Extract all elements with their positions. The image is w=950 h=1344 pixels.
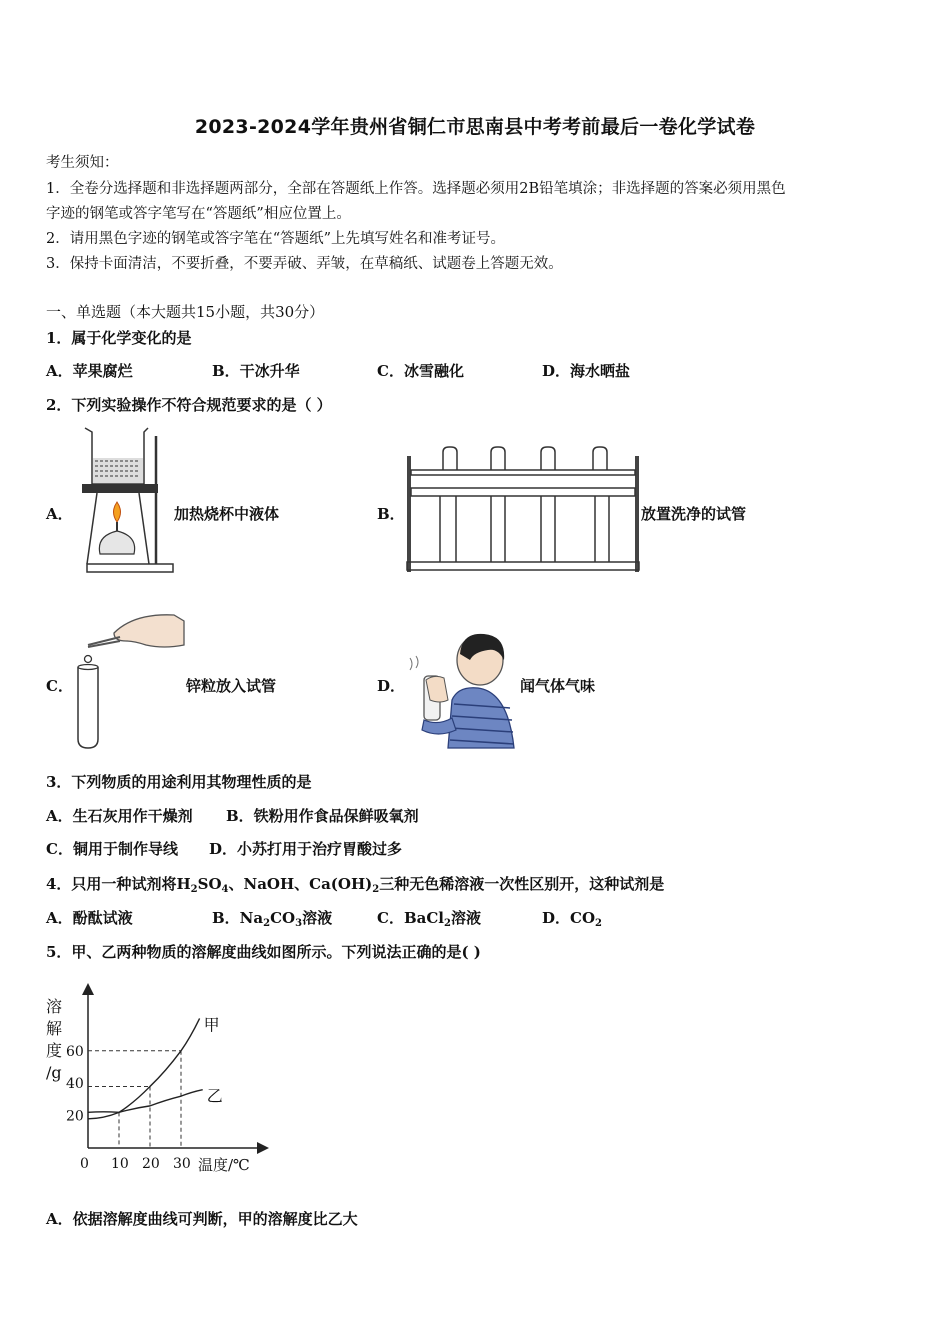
q2-option-d-letter: D． — [377, 677, 406, 695]
q3-option-a: A．生石灰用作干燥剂 — [46, 807, 193, 825]
series-label-0: 甲 — [203, 1015, 220, 1035]
notice-line-3: 3．保持卡面清洁，不要折叠，不要弄破、弄皱，在草稿纸、试题卷上答题无效。 — [46, 256, 563, 272]
y-axis-label-2: 度 — [46, 1041, 63, 1060]
y-axis-label-0: 溶 — [46, 997, 63, 1016]
question-5-stem: 5．甲、乙两种物质的溶解度曲线如图所示。下列说法正确的是( ) — [46, 943, 481, 961]
y-axis-label-1: 解 — [46, 1019, 63, 1038]
question-1-stem: 1．属于化学变化的是 — [46, 329, 192, 347]
question-3-stem: 3．下列物质的用途利用其物理性质的是 — [46, 773, 312, 791]
q5-option-a: A．依据溶解度曲线可判断，甲的溶解度比乙大 — [46, 1210, 358, 1228]
q1-option-d: D．海水晒盐 — [542, 362, 631, 380]
y-tick-label-1: 40 — [66, 1076, 84, 1093]
q4-option-b: B．$Na_2CO_3$溶液 — [212, 909, 333, 929]
question-4-stem: 4．只用一种试剂将$H_2SO_4$、NaOH、$Ca(OH)_2$三种无色稀溶液一次性区别开，这种试剂是 — [46, 875, 665, 895]
zinc-tube-illustration — [74, 611, 186, 751]
y-tick-label-2: 60 — [66, 1043, 84, 1060]
q2-option-d-caption: 闻气体气味 — [520, 677, 596, 695]
smelling-gas-illustration — [404, 630, 520, 750]
beaker-heating-illustration — [82, 424, 174, 576]
series-line-1 — [88, 1090, 203, 1113]
solubility-chart — [40, 980, 280, 1180]
x-tick-label-1: 10 — [111, 1156, 129, 1172]
question-2-stem: 2．下列实验操作不符合规范要求的是（ ） — [46, 396, 332, 414]
x-tick-label-2: 20 — [142, 1156, 160, 1172]
y-axis-label-3: /g — [46, 1063, 62, 1082]
q4-option-a: A．酚酞试液 — [46, 909, 133, 927]
q1-option-b: B．干冰升华 — [212, 362, 300, 380]
q3-option-d: D．小苏打用于治疗胃酸过多 — [209, 840, 403, 858]
x-axis-label: 温度/℃ — [198, 1156, 250, 1174]
section-heading: 一、单选题（本大题共15小题，共30分） — [46, 303, 325, 321]
notice-heading: 考生须知： — [46, 155, 119, 171]
q3-option-b: B．铁粉用作食品保鲜吸氧剂 — [226, 807, 419, 825]
q2-option-c-caption: 锌粒放入试管 — [186, 677, 277, 695]
q2-option-b-letter: B． — [377, 505, 405, 523]
q2-option-b-caption: 放置洗净的试管 — [641, 505, 747, 523]
q2-option-a-caption: 加热烧杯中液体 — [174, 505, 280, 523]
q1-option-a: A．苹果腐烂 — [46, 362, 133, 380]
notice-line-1b: 字迹的钢笔或答字笔写在“答题纸”相应位置上。 — [46, 206, 351, 222]
x-tick-label-0: 0 — [80, 1156, 89, 1172]
notice-line-1a: 1．全卷分选择题和非选择题两部分，全部在答题纸上作答。选择题必须用2B铅笔填涂；非选择题的答案必须用黑色 — [46, 181, 786, 197]
test-tube-rack-illustration — [405, 446, 641, 574]
y-tick-label-0: 20 — [66, 1108, 84, 1125]
page-title: 2023-2024学年贵州省铜仁市思南县中考考前最后一卷化学试卷 — [194, 116, 756, 138]
series-label-1: 乙 — [206, 1086, 223, 1106]
x-tick-label-3: 30 — [173, 1156, 191, 1172]
q3-option-c: C．铜用于制作导线 — [46, 840, 178, 858]
notice-line-2: 2．请用黑色字迹的钢笔或答字笔在“答题纸”上先填写姓名和准考证号。 — [46, 231, 506, 247]
q4-option-c: C．BaCl$_2$溶液 — [377, 909, 481, 929]
q2-option-c-letter: C． — [46, 677, 73, 695]
q1-option-c: C．冰雪融化 — [377, 362, 464, 380]
q4-option-d: D．$CO_2$ — [542, 909, 602, 929]
q2-option-a-letter: A． — [46, 505, 73, 523]
series-line-0 — [88, 1018, 200, 1118]
